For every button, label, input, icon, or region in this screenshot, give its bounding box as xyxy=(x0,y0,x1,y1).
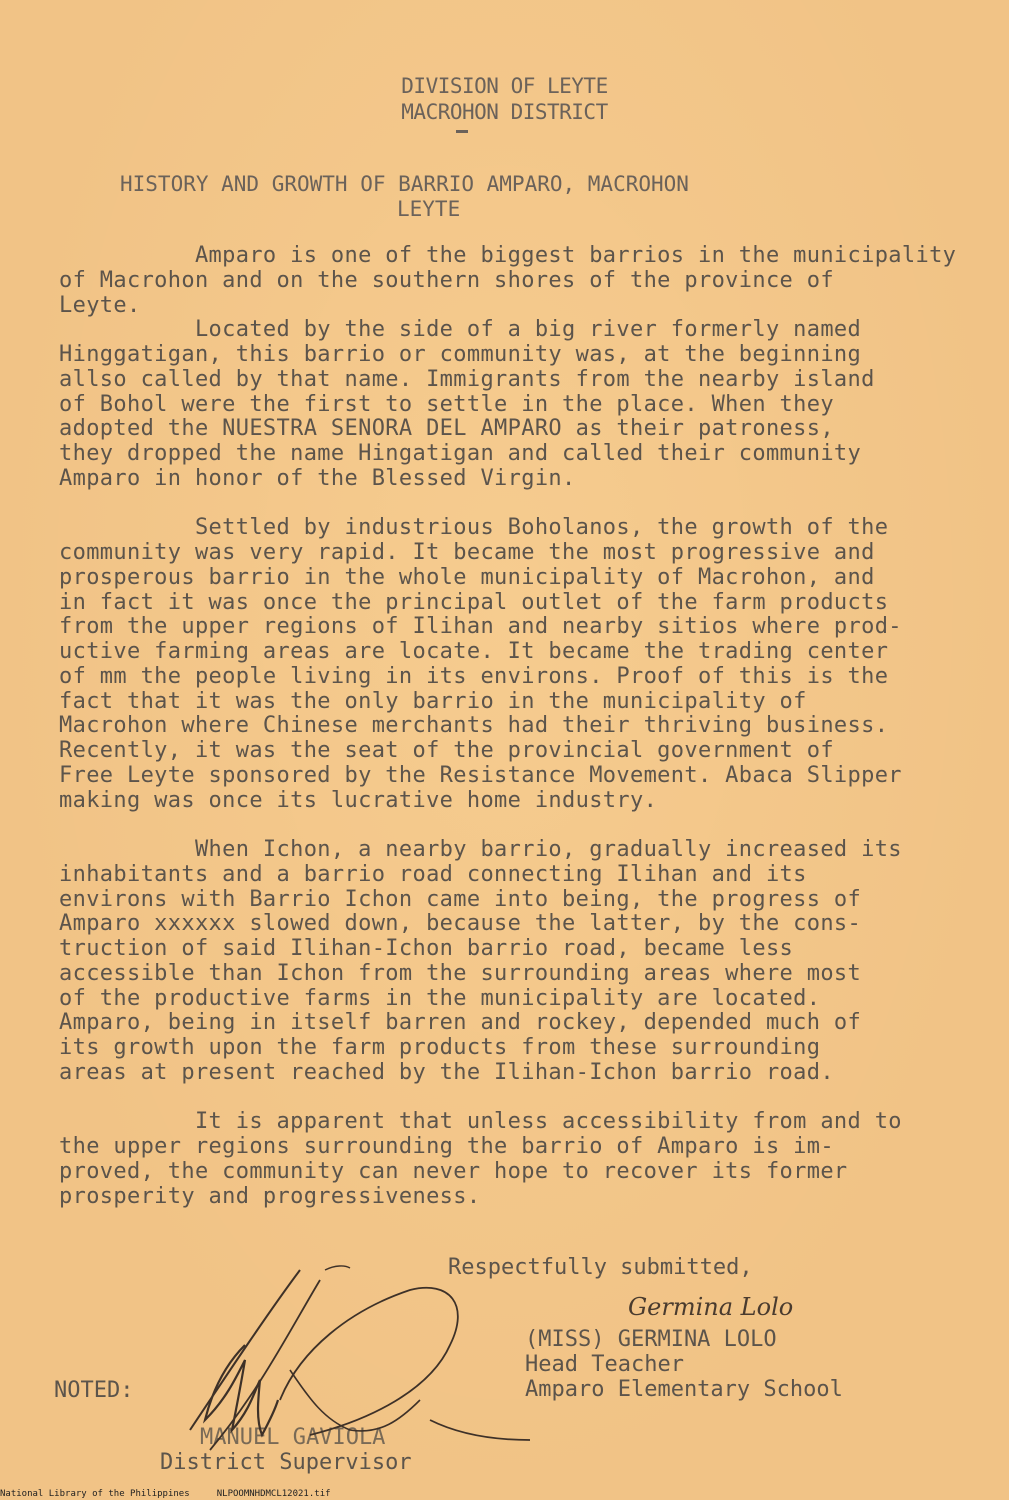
body-line: its growth upon the farm products from these surrounding xyxy=(59,1035,821,1060)
body-line: truction of said Ilihan-Ichon barrio road, became less xyxy=(59,936,794,961)
body-line: Amparo, being in itself barren and rockey, depended much of xyxy=(59,1010,862,1036)
body-line: the upper regions surrounding the barrio of Amparo is im- xyxy=(59,1134,834,1159)
body-line: of Bohol were the first to settle in the place. When they xyxy=(59,391,834,417)
body-line: Amparo xxxxxx slowed down, because the latter, by the cons- xyxy=(59,911,862,937)
body-line: environs with Barrio Ichon came into being, the progress of xyxy=(59,886,862,912)
body-line: areas at present reached by the Ilihan-Ichon barrio road. xyxy=(59,1059,834,1085)
body-line: accessible than Ichon from the surrounding areas where most xyxy=(59,960,862,986)
body-line: of Macrohon and on the southern shores of the province of xyxy=(59,267,834,293)
body-line: in fact it was once the principal outlet of the farm products xyxy=(59,589,889,615)
supervisor-name: MANUEL GAVIOLA xyxy=(200,1425,386,1450)
header-dash xyxy=(456,130,468,133)
district-heading: MACROHON DISTRICT xyxy=(401,100,608,124)
body-line: Amparo in honor of the Blessed Virgin. xyxy=(59,465,576,491)
body-line: Recently, it was the seat of the provincial government of xyxy=(59,738,834,763)
teacher-position: Head Teacher xyxy=(525,1352,684,1377)
body-line: proved, the community can never hope to recover its former xyxy=(59,1158,848,1184)
body-line: Macrohon where Chinese merchants had their thriving business. xyxy=(59,713,889,739)
body-line: inhabitants and a barrio road connecting Ilihan and its xyxy=(59,861,807,887)
body-line: fact that it was the only barrio in the municipality of xyxy=(59,688,807,714)
body-line: of the productive farms in the municipality are located. xyxy=(59,985,821,1011)
respectfully-submitted: Respectfully submitted, xyxy=(448,1255,753,1280)
body-line: It is apparent that unless accessibility from and to xyxy=(59,1109,902,1135)
school-name: Amparo Elementary School xyxy=(525,1377,843,1402)
body-line: from the upper regions of Ilihan and nearby sitios where prod- xyxy=(59,614,902,640)
body-line: allso called by that name. Immigrants from the nearby island xyxy=(59,366,875,392)
body-line: community was very rapid. It became the most progressive and xyxy=(59,540,875,565)
body-line: Settled by industrious Boholanos, the growth of the xyxy=(59,515,889,541)
division-heading: DIVISION OF LEYTE xyxy=(401,74,608,98)
body-line: Hinggatigan, this barrio or community was, at the beginning xyxy=(59,342,862,367)
body-line: adopted the NUESTRA SENORA DEL AMPARO as their patroness, xyxy=(59,416,834,442)
body-line: Located by the side of a big river formerly named xyxy=(59,317,862,343)
body-line: prosperous barrio in the whole municipality of Macrohon, and xyxy=(59,564,875,590)
supervisor-title: District Supervisor xyxy=(160,1450,412,1475)
teacher-name: (MISS) GERMINA LOLO xyxy=(525,1327,777,1352)
body-line: prosperity and progressiveness. xyxy=(59,1183,481,1209)
body-line: making was once its lucrative home industry. xyxy=(59,787,658,813)
body-line: Leyte. xyxy=(59,292,141,318)
body-line: uctive farming areas are locate. It became the trading center xyxy=(59,639,889,664)
body-line: they dropped the name Hingatigan and called their community xyxy=(59,441,862,466)
noted-label: NOTED: xyxy=(54,1378,134,1403)
archive-caption: National Library of the Philippines NLPOOMNHDMCL12021.tif xyxy=(0,1489,331,1499)
body-line: Free Leyte sponsored by the Resistance Movement. Abaca Slipper xyxy=(59,762,902,788)
body-line: When Ichon, a nearby barrio, gradually increased its xyxy=(59,837,902,862)
body-line: of mm the people living in its environs. Proof of this is the xyxy=(59,663,889,689)
document-title-line2: LEYTE xyxy=(397,197,461,221)
body-line: Amparo is one of the biggest barrios in the municipality xyxy=(59,243,957,268)
document-title: HISTORY AND GROWTH OF BARRIO AMPARO, MACROHON xyxy=(120,172,689,196)
teacher-signature: Germina Lolo xyxy=(628,1293,794,1321)
